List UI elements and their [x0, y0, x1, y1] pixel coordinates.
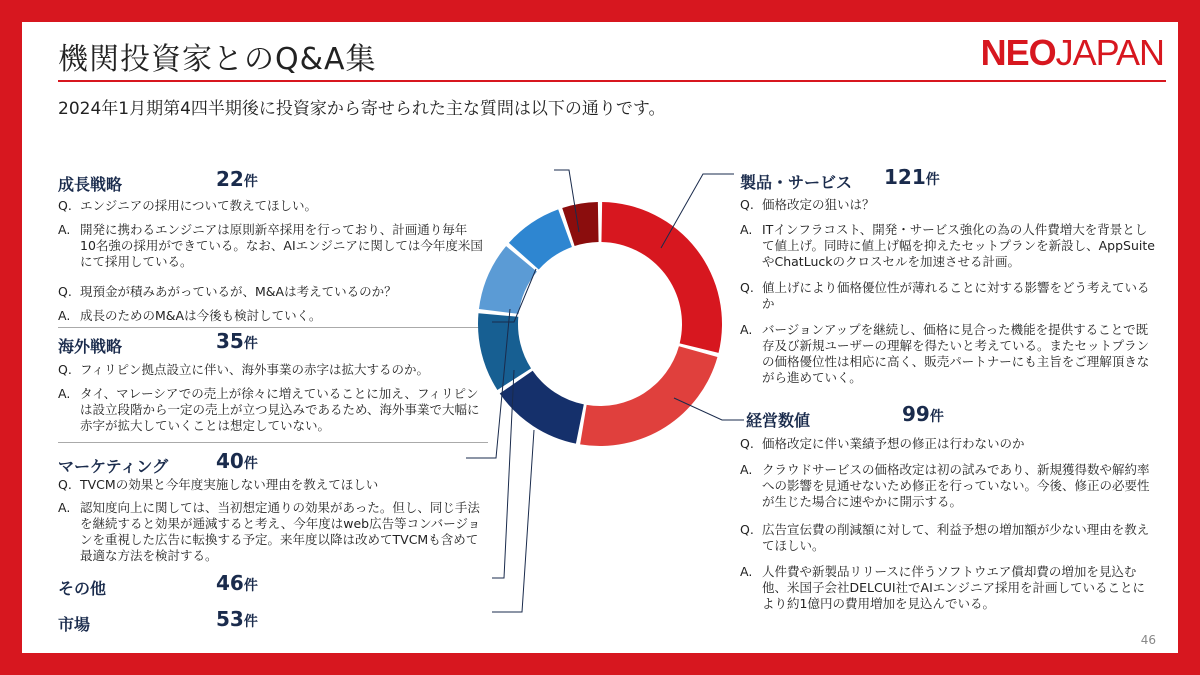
donut-slice-1 — [580, 346, 717, 446]
qa-metrics-a2: A. 人件費や新製品リリースに伴うソフトウエア償却費の増加を見込む他、米国子会社DELCUI社でAIエンジニア採用を計画していることにより約1億円の費用増加を見込んでいる。 — [740, 564, 1145, 611]
qa-growth-q2: Q. 現預金が積みあがっているが、M&Aは考えているのか？ — [58, 284, 397, 299]
heading-marketing: マーケティング — [58, 457, 169, 476]
heading-market: 市場 — [58, 615, 91, 634]
heading-other: その他 — [58, 579, 107, 598]
qa-metrics-q1: Q. 価格改定に伴い業績予想の修正は行わないのか — [740, 436, 1025, 451]
heading-overseas: 海外戦略 — [58, 337, 123, 356]
qa-growth-a2: A. 成長のためのM&Aは今後も検討していく。 — [58, 308, 322, 323]
qa-metrics-a1: A. クラウドサービスの価格改定は初の試みであり、新規獲得数や解約率への影響を見通せないため修正を行っていない。今後、修正の必要性が生じた場合に速やかに開示する。 — [740, 462, 1150, 509]
qa-marketing-q1: Q. TVCMの効果と今年度実施しない理由を教えてほしい — [58, 477, 379, 492]
leader-market — [492, 430, 534, 612]
heading-metrics: 経営数値 — [746, 411, 811, 430]
heading-growth: 成長戦略 — [58, 175, 123, 194]
qa-overseas-q1: Q. フィリピン拠点設立に伴い、海外事業の赤字は拡大するのか。 — [58, 362, 430, 377]
qa-product-q2: Q. 値上げにより価格優位性が薄れることに対する影響をどう考えているか — [740, 280, 1150, 311]
donut-slice-0 — [601, 202, 722, 353]
count-metrics: 99件 — [902, 402, 944, 426]
count-market: 53件 — [216, 607, 258, 631]
qa-growth-q1: Q. エンジニアの採用について教えてほしい。 — [58, 198, 317, 213]
qa-overseas-a1: A. タイ、マレーシアでの売上が徐々に増えていることに加え、フィリピンは設立段階から一定の売上が立つ見込みであるため、海外事業で大幅に赤字が拡大していくことは想定していない。 — [58, 386, 480, 433]
qa-product-a1: A. ITインフラコスト、開発・サービス強化の為の人件費増大を背景として値上げ。同時に値上げ幅を抑えたセットプランを新設し、AppSuiteやChatLuckのクロスセルを加速させる計画。 — [740, 222, 1155, 269]
logo-thin: JAPAN — [1055, 32, 1164, 73]
page-subtitle: 2024年1月期第4四半期後に投資家から寄せられた主な質問は以下の通りです。 — [58, 99, 666, 119]
logo-bold: NEO — [980, 32, 1056, 73]
page-number: 46 — [1140, 633, 1156, 647]
donut-chart — [22, 22, 1178, 653]
count-other: 46件 — [216, 571, 258, 595]
qa-product-a2: A. バージョンアップを継続し、価格に見合った機能を提供することで既存及び新規ユーザーの理解を得たいと考えている。またセットプランの価格優位性は相応に高く、販売パートナーにも主旨をご理解頂きながら進めていく。 — [740, 322, 1150, 385]
slide — [22, 22, 1178, 653]
count-overseas: 35件 — [216, 329, 258, 353]
heading-product: 製品・サービス — [740, 173, 853, 192]
qa-growth-a1: A. 開発に携わるエンジニアは原則新卒採用を行っており、計画通り毎年10名強の採用ができている。なお、AIエンジニアに関しては今年度米国にて採用している。 — [58, 222, 483, 269]
qa-metrics-q2: Q. 広告宣伝費の削減額に対して、利益予想の増加額が少ない理由を教えてほしい。 — [740, 522, 1150, 553]
qa-product-q1: Q. 価格改定の狙いは？ — [740, 197, 875, 212]
count-marketing: 40件 — [216, 449, 258, 473]
page-title: 機関投資家とのQ&A集 — [58, 42, 377, 77]
qa-marketing-a1: A. 認知度向上に関しては、当初想定通りの効果があった。但し、同じ手法を継続すると効果が逓減すると考え、今年度はweb広告等コンバージョンを重視した広告に転換する予定。来年度以降は改めてTVCMも含めて最適な方法を検討する。 — [58, 500, 481, 563]
count-product: 121件 — [884, 165, 940, 189]
count-growth: 22件 — [216, 167, 258, 191]
